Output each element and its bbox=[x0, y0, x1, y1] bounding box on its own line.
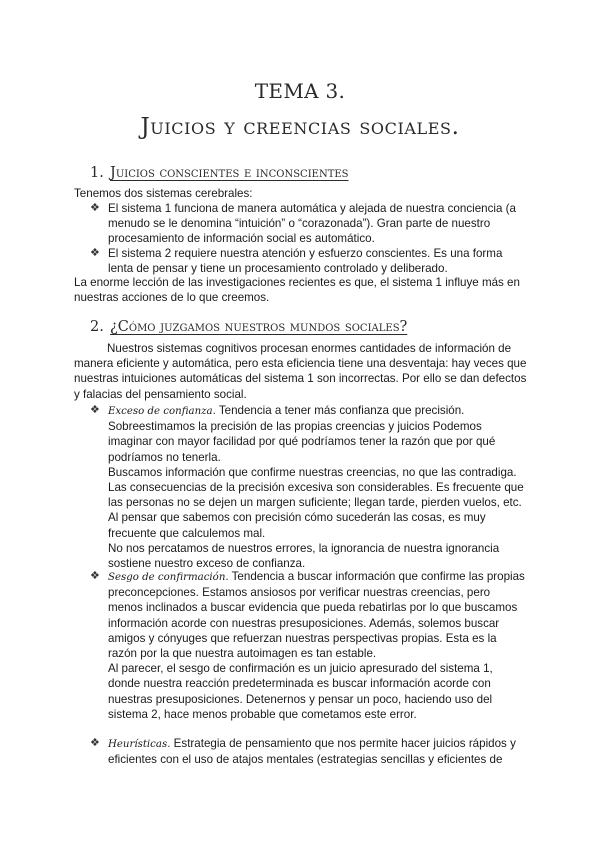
item-term: Heurísticas. bbox=[108, 739, 171, 750]
item-text: Tendencia a tener más confianza que precisión. Sobreestimamos la precisión de las propias creencias y juicios Podemos imaginar con mayor facilidad por qué podríamos tener la razón que por qué podríamos no tenerla. bbox=[108, 404, 496, 464]
section-1-bullet-1: El sistema 1 funciona de manera automática y alejada de nuestra conciencia (a menudo se le denomina “intuición” o “corazonada”). Gran parte de nuestro procesamiento de información social es automático. bbox=[108, 202, 516, 246]
section-2-number: 2. bbox=[90, 319, 104, 335]
bullet-icon: ❖ bbox=[90, 570, 100, 582]
item-term: Exceso de confianza. bbox=[108, 406, 216, 417]
item-term: Sesgo de confirmación. bbox=[108, 572, 229, 583]
section-1-title: Juicios conscientes e inconscientes bbox=[110, 165, 349, 181]
section-2-title: ¿Cómo juzgamos nuestros mundos sociales? bbox=[110, 319, 408, 335]
bullet-icon: ❖ bbox=[90, 202, 100, 214]
section-1-number: 1. bbox=[90, 165, 104, 181]
section-2-heading bbox=[90, 320, 407, 335]
document-title: TEMA 3. bbox=[254, 79, 346, 103]
item-paragraph: Al parecer, el sesgo de confirmación es un juicio apresurado del sistema 1, donde nuestra reacción predeterminada es buscar información acorde con nuestras presuposiciones. Detenernos y pensar un poco, haciendo uso del sistema 2, hace menos probable que cometamos este error. bbox=[108, 662, 493, 721]
item-text: Estrategia de pensamiento que nos permite hacer juicios rápidos y eficientes con el uso de atajos mentales (estrategias sencillas y eficientes de bbox=[108, 737, 516, 767]
section-1-bullet-2: El sistema 2 requiere nuestra atención y esfuerzo conscientes. Es una forma lenta de pensar y tiene un procesamiento controlado y deliberado. bbox=[108, 247, 503, 276]
section-2-intro: Nuestros sistemas cognitivos procesan enormes cantidades de información de manera eficiente y automática, pero esta eficiencia tiene una desventaja: hay veces que nuestras intuiciones automáticas del sistema 1 son incorrectas. Por ello se dan defectos y falacias del pensamiento social. bbox=[74, 342, 527, 401]
item-paragraph: Buscamos información que confirme nuestras creencias, no que las contradiga. Las consecuencias de la precisión excesiva son considerables. Es frecuente que las personas no se dejen un margen suficiente; llegan tarde, pierden vuelos, etc. Al pensar que sabemos con precisión cómo sucederán las cosas, es muy frecuente que calculemos mal. bbox=[108, 465, 524, 540]
overconfidence-item bbox=[108, 403, 528, 571]
document-subtitle: Juicios y creencias sociales. bbox=[140, 114, 460, 140]
bullet-icon: ❖ bbox=[90, 404, 100, 416]
bullet-icon: ❖ bbox=[90, 737, 100, 749]
section-1-closing: La enorme lección de las investigaciones recientes es que, el sistema 1 influye más en nuestras acciones de lo que creemos. bbox=[74, 276, 520, 305]
section-1-heading bbox=[90, 166, 349, 181]
item-paragraph: No nos percatamos de nuestros errores, la ignorancia de nuestra ignorancia sostiene nuestro exceso de confianza. bbox=[108, 541, 500, 571]
confirmation-bias-item bbox=[108, 569, 528, 722]
heuristics-item bbox=[108, 736, 528, 767]
bullet-icon: ❖ bbox=[90, 247, 100, 259]
item-text: Tendencia a buscar información que confirme las propias preconcepciones. Estamos ansiosos por verificar nuestras creencias, pero menos inclinados a buscar evidencia que pueda rebatirlas por lo que buscamos información acorde con nuestras presuposiciones. Además, solemos buscar amigos y cónyuges que refuerzan nuestras perspectivas propias. Esta es la razón por la que nuestra autoimagen es tan estable. bbox=[108, 570, 525, 661]
section-1-intro: Tenemos dos sistemas cerebrales: bbox=[74, 187, 253, 200]
